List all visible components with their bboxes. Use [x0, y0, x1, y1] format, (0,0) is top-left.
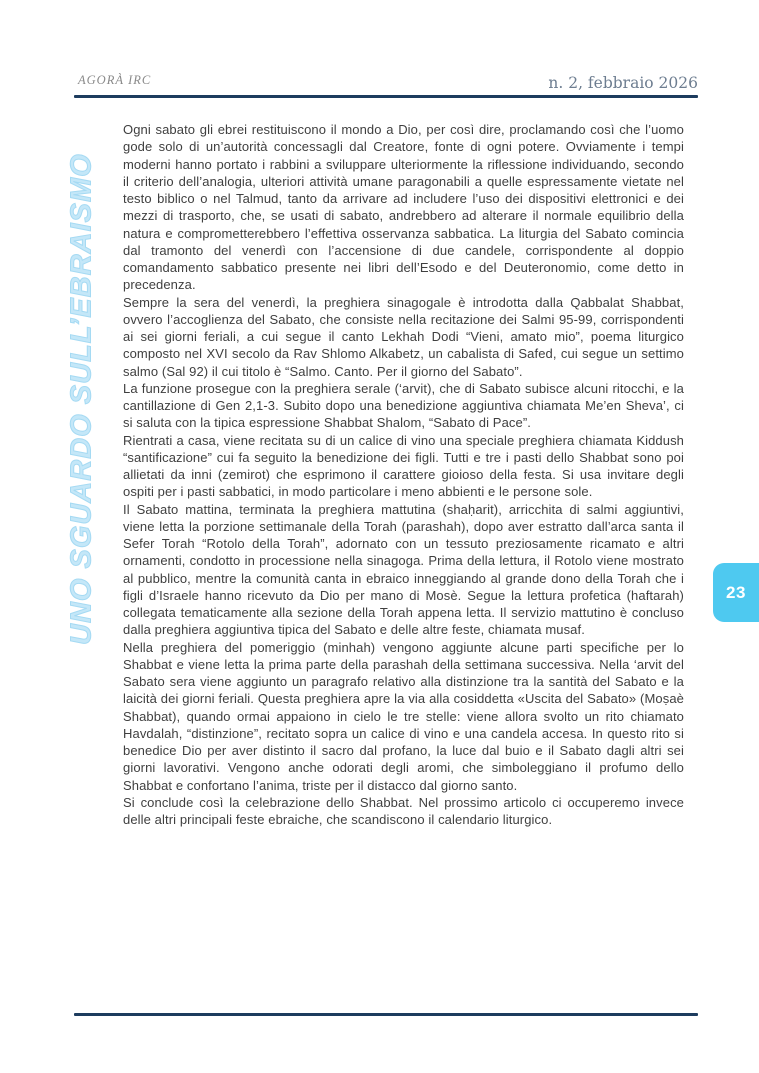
footer-divider: [74, 1013, 698, 1016]
issue-label: n. 2, febbraio 2026: [548, 74, 698, 92]
article-paragraph: La funzione prosegue con la preghiera serale (‘arvit), che di Sabato subisce alcuni ritocchi, e la cantillazione di Gen 2,1-3. Subito dopo una benedizione aggiuntiva chiamata Me’en Sheva’, ci si saluta con la tipica espressione Shabbat Shalom, “Sabato di Pace”.: [123, 380, 684, 431]
article-paragraph: Il Sabato mattina, terminata la preghiera mattutina (shaḥarit), arricchita di salmi aggiuntivi, viene letta la porzione settimanale della Torah (parashah), dopo aver estratto dall’arca santa il Sefer Torah “Rotolo della Torah”, adornato con un tessuto preziosamente ricamato e altri ornamenti, condotto in processione nella sinagoga. Prima della lettura, il Rotolo viene mostrato al pubblico, mentre la comunità canta in ebraico inneggiando al grande dono della Torah che i figli d’Israele hanno ricevuto da Dio per mano di Mosè. Segue la lettura profetica (haftarah) collegata tematicamente alla sezione della Torah appena letta. Il servizio mattutino è concluso dalla preghiera aggiuntiva tipica del Sabato e delle altre feste, chiamata musaf.: [123, 501, 684, 638]
header-divider: [74, 95, 698, 98]
article-paragraph: Si conclude così la celebrazione dello Shabbat. Nel prossimo articolo ci occuperemo invece delle altri principali feste ebraiche, che scandiscono il calendario liturgico.: [123, 794, 684, 827]
article-paragraph: Nella preghiera del pomeriggio (minhah) vengono aggiunte alcune parti specifiche per lo Shabbat e viene letta la prima parte della parashah della settimana successiva. Nella ‘arvit del Sabato sera viene aggiunto un paragrafo relativo alla distinzione tra la santità del Sabato e la laicità dei giorni feriali. Questa preghiera apre la via alla cosiddetta «Uscita del Sabato» (Moṣaè Shabbat), quando ormai appaiono in cielo le tre stelle: viene allora svolto un rito chiamato Havdalah, “distinzione”, recitato sopra un calice di vino e una candela accesa. In questo rito si benedice Dio per aver distinto il sacro dal profano, la luce dal buio e il Sabato dagli altri sei giorni lavorativi. Vengono anche odorati degli aromi, che simboleggiano il profumo dello Shabbat e confortano l’anima, triste per il distacco dal giorno santo.: [123, 639, 684, 793]
article-paragraph: Rientrati a casa, viene recitata su di un calice di vino una speciale preghiera chiamata Kiddush “santificazione” cui fa seguito la benedizione dei figli. Tutti e tre i pasti dello Shabbat sono poi allietati da inni (zemirot) che esprimono il carattere gioioso della festa. Si usa invitare degli ospiti per i pasti sabbatici, in modo particolare i meno abbienti e le persone sole.: [123, 432, 684, 500]
article-paragraph: Sempre la sera del venerdì, la preghiera sinagogale è introdotta dalla Qabbalat Shabbat, ovvero l’accoglienza del Sabato, che consiste nella recitazione dei Salmi 95-99, corrispondenti ai sei giorni feriali, a cui segue il canto Lekhah Dodi “Vieni, amato mio”, poema liturgico composto nel XVI secolo da Rav Shlomo Alkabetz, un cabalista di Safed, cui segue un settimo salmo (Sal 92) il cui titolo è “Salmo. Canto. Per il giorno del Sabato”.: [123, 294, 684, 379]
article-paragraph: Ogni sabato gli ebrei restituiscono il mondo a Dio, per così dire, proclamando così che l’uomo gode solo di un’autorità concessagli dal Creatore, fonte di ogni potere. Ovviamente i tempi moderni hanno portato i rabbini a sviluppare ulteriormente la riflessione individuando, secondo il criterio dell’analogia, ulteriori attività umane paragonabili a quelle espressamente vietate nel testo biblico o nel Talmud, tanto da arrivare ad includere l’uso dei dispositivi elettronici e dei mezzi di trasporto, che, se usati di sabato, andrebbero ad alterare il normale equilibrio della natura e comprometterebbero l’effettiva osservanza sabbatica. La liturgia del Sabato comincia dal tramonto del venerdì con l’accensione di due candele, corrispondente al doppio comandamento sabbatico presente nei libri dell’Esodo e del Deuteronomio, come detto in precedenza.: [123, 122, 684, 293]
magazine-brand: AGORÀ IRC: [78, 73, 152, 87]
article-body: [123, 121, 684, 828]
page-number-badge: 23: [713, 563, 759, 622]
vertical-section-title: UNO SGUARDO SULL’EBRAISMO: [65, 153, 98, 645]
